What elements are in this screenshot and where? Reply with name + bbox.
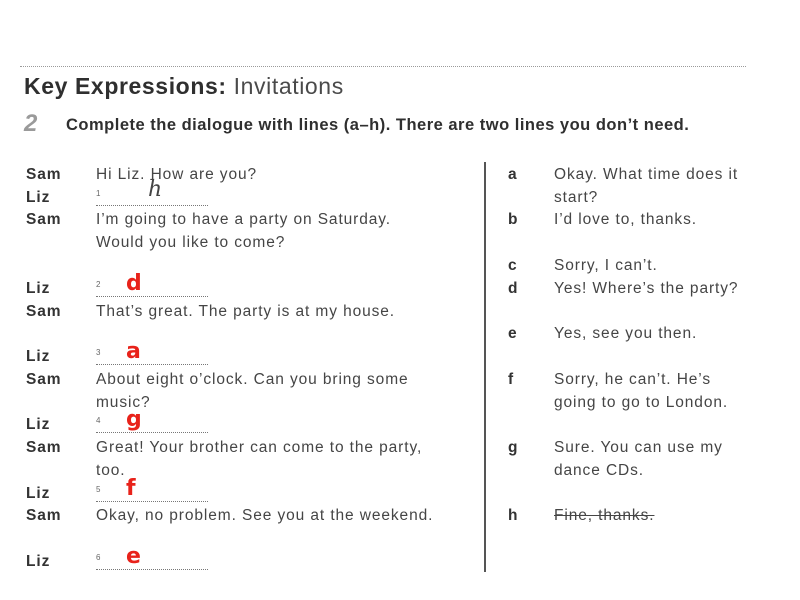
column-divider: [484, 162, 486, 572]
option-text: Sure. You can use my dance CDs.: [554, 439, 723, 479]
option-letter: g: [508, 439, 519, 456]
option-text: I’d love to, thanks.: [554, 211, 697, 228]
heading-bold: Key Expressions:: [24, 73, 227, 99]
answer-letter: g: [126, 407, 142, 432]
option-letter: f: [508, 371, 515, 388]
speaker-label: Sam: [26, 371, 62, 388]
answer-blank[interactable]: [96, 476, 208, 502]
blank-number: 2: [96, 280, 101, 289]
answer-blank[interactable]: [96, 339, 208, 365]
dialogue-text: About eight o’clock. Can you bring some music?: [96, 371, 409, 411]
speaker-label: Sam: [26, 507, 62, 524]
answer-blank[interactable]: [96, 271, 208, 297]
option-letter: a: [508, 166, 518, 183]
option-text: Yes! Where’s the party?: [554, 280, 739, 297]
dialogue-text: That’s great. The party is at my house.: [96, 303, 396, 320]
answer-letter: h: [148, 177, 163, 202]
answer-blank-wrap: [96, 544, 456, 578]
speaker-label: Sam: [26, 166, 62, 183]
speaker-label: Sam: [26, 211, 62, 228]
option-letter: c: [508, 257, 518, 274]
blank-number: 3: [96, 348, 101, 357]
option-letter: e: [508, 325, 518, 342]
option-text: Okay. What time does it start?: [554, 166, 739, 206]
speaker-label: Liz: [26, 348, 51, 365]
answer-blank[interactable]: [96, 544, 208, 570]
speaker-label: Sam: [26, 439, 62, 456]
option-letter: h: [508, 507, 519, 524]
heading-light: Invitations: [233, 73, 344, 99]
answer-blank[interactable]: [96, 407, 208, 433]
exercise-instruction: Complete the dialogue with lines (a–h). There are two lines you don’t need.: [66, 116, 690, 134]
answer-letter: e: [126, 544, 141, 569]
blank-number: 6: [96, 553, 101, 562]
answer-letter: d: [126, 271, 142, 296]
blank-number: 5: [96, 485, 101, 494]
option-text: Sorry, I can’t.: [554, 257, 658, 274]
option-text-struck: Fine, thanks.: [554, 507, 655, 524]
section-heading: [24, 72, 344, 100]
dialogue-text: Hi Liz. How are you?: [96, 166, 258, 183]
option-letter: b: [508, 211, 519, 228]
dialogue-text: I’m going to have a party on Saturday. Would you like to come?: [96, 211, 391, 251]
blank-number: 1: [96, 189, 101, 198]
speaker-label: Sam: [26, 303, 62, 320]
option-letter: d: [508, 280, 519, 297]
exercise-number: 2: [24, 110, 38, 137]
dialogue-text: Great! Your brother can come to the party, too.: [96, 439, 423, 479]
speaker-label: Liz: [26, 416, 51, 433]
speaker-label: Liz: [26, 189, 51, 206]
speaker-label: Liz: [26, 553, 51, 570]
top-divider: [20, 66, 746, 67]
speaker-label: Liz: [26, 485, 51, 502]
option-text: Sorry, he can’t. He’s going to go to London.: [554, 371, 729, 411]
speaker-label: Liz: [26, 280, 51, 297]
answer-letter: f: [126, 476, 136, 501]
dialogue-text: Okay, no problem. See you at the weekend.: [96, 507, 434, 524]
answer-letter: a: [126, 339, 141, 364]
option-text: Yes, see you then.: [554, 325, 698, 342]
answer-blank[interactable]: [96, 177, 208, 206]
blank-number: 4: [96, 416, 101, 425]
